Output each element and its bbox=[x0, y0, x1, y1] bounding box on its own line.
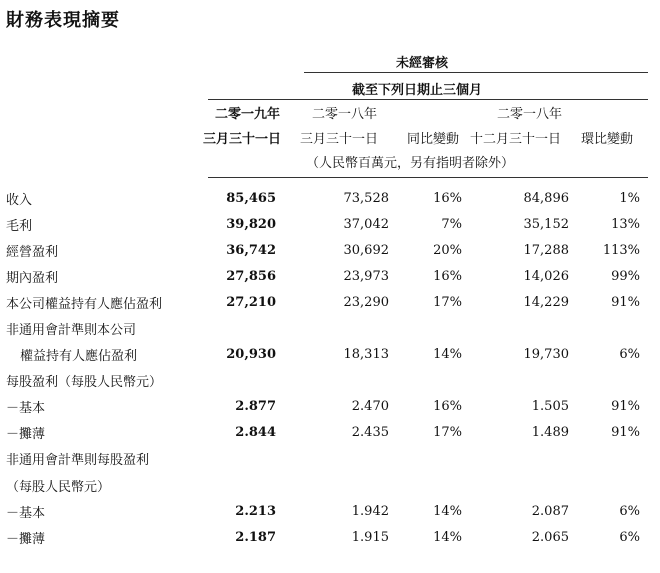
cell-v2018q4: 1.489 bbox=[531, 425, 569, 441]
cell-v2018q4: 2.087 bbox=[531, 503, 569, 519]
cell-v2018q4 bbox=[462, 368, 569, 394]
table-row bbox=[6, 237, 640, 263]
table-row bbox=[6, 498, 640, 524]
cell-qoq: 6% bbox=[619, 347, 640, 363]
cell-v2018q4: 1.505 bbox=[531, 399, 569, 415]
header-rule-bottom bbox=[208, 177, 648, 178]
row-label-cell bbox=[6, 263, 212, 289]
row-label: 每股盈利（每股人民幣元） bbox=[6, 375, 163, 391]
cell-yoy: 16% bbox=[433, 190, 462, 206]
header-unaudited: 未經審核 bbox=[396, 56, 449, 71]
cell-yoy bbox=[389, 368, 462, 394]
cell-v2018q4: 17,288 bbox=[523, 242, 569, 258]
cell-v2018q1 bbox=[276, 446, 389, 472]
header-col5: 環比變動 bbox=[581, 132, 634, 147]
row-label: 期內盈利 bbox=[6, 270, 59, 286]
cell-qoq: 113% bbox=[602, 242, 640, 258]
cell-yoy bbox=[389, 315, 462, 341]
table-row bbox=[6, 185, 640, 211]
table-body bbox=[6, 185, 640, 550]
cell-v2019q1: 85,465 bbox=[226, 190, 276, 206]
cell-yoy: 16% bbox=[433, 399, 462, 415]
cell-v2019q1 bbox=[212, 368, 276, 394]
cell-v2018q1: 37,042 bbox=[343, 216, 389, 232]
cell-v2019q1 bbox=[212, 472, 276, 498]
cell-v2019q1: 2.877 bbox=[235, 399, 276, 415]
table-row bbox=[6, 368, 640, 394]
cell-v2018q1: 23,973 bbox=[343, 268, 389, 284]
row-label-cell bbox=[6, 368, 212, 394]
cell-yoy bbox=[389, 446, 462, 472]
row-label-cell bbox=[6, 524, 212, 550]
cell-v2019q1: 20,930 bbox=[226, 347, 276, 363]
table-row bbox=[6, 420, 640, 446]
cell-qoq: 91% bbox=[611, 294, 640, 310]
cell-v2018q4: 19,730 bbox=[523, 347, 569, 363]
cell-v2018q4: 35,152 bbox=[523, 216, 569, 232]
row-label-cell bbox=[6, 472, 212, 498]
row-label: －基本 bbox=[6, 401, 46, 417]
cell-v2019q1: 39,820 bbox=[226, 216, 276, 232]
cell-v2019q1 bbox=[212, 315, 276, 341]
cell-yoy: 14% bbox=[433, 529, 462, 545]
cell-qoq bbox=[569, 446, 640, 472]
cell-v2019q1: 27,856 bbox=[226, 268, 276, 284]
cell-qoq: 6% bbox=[619, 503, 640, 519]
cell-v2019q1: 2.187 bbox=[235, 529, 276, 545]
row-label-cell bbox=[6, 211, 212, 237]
cell-v2019q1: 2.213 bbox=[235, 503, 276, 519]
cell-v2018q1 bbox=[276, 472, 389, 498]
cell-v2018q4: 2.065 bbox=[531, 529, 569, 545]
cell-v2019q1 bbox=[212, 446, 276, 472]
cell-qoq: 91% bbox=[611, 399, 640, 415]
cell-v2018q1: 2.470 bbox=[351, 399, 389, 415]
header-col2-year: 二零一八年 bbox=[312, 107, 378, 122]
cell-yoy: 7% bbox=[441, 216, 462, 232]
cell-v2018q4 bbox=[462, 472, 569, 498]
row-label: 非通用會計準則本公司 bbox=[6, 323, 137, 339]
cell-v2018q1: 2.435 bbox=[351, 425, 389, 441]
row-label: －基本 bbox=[6, 505, 46, 521]
cell-qoq bbox=[569, 368, 640, 394]
row-label-cell bbox=[6, 289, 212, 315]
row-label: 毛利 bbox=[6, 218, 33, 234]
cell-v2018q1: 1.942 bbox=[351, 503, 389, 519]
header-unit-note: （人民幣百萬元，另有指明者除外） bbox=[306, 156, 515, 171]
cell-v2018q4 bbox=[462, 315, 569, 341]
table-row bbox=[6, 342, 640, 368]
row-label: －攤薄 bbox=[6, 427, 46, 443]
table-row bbox=[6, 446, 640, 472]
cell-qoq: 1% bbox=[619, 190, 640, 206]
table-row bbox=[6, 263, 640, 289]
row-label-cell bbox=[6, 420, 212, 446]
header-col1-date: 三月三十一日 bbox=[203, 132, 282, 147]
cell-v2019q1: 2.844 bbox=[235, 425, 276, 441]
header-col2-date: 三月三十一日 bbox=[300, 132, 379, 147]
cell-yoy: 14% bbox=[433, 347, 462, 363]
cell-v2018q4: 84,896 bbox=[523, 190, 569, 206]
cell-v2018q1 bbox=[276, 315, 389, 341]
row-label: 經營盈利 bbox=[6, 244, 59, 260]
table-row bbox=[6, 524, 640, 550]
header-col4-year: 二零一八年 bbox=[497, 107, 563, 122]
cell-v2018q4: 14,229 bbox=[523, 294, 569, 310]
row-label: 本公司權益持有人應佔盈利 bbox=[6, 296, 163, 312]
row-label-cell bbox=[6, 498, 212, 524]
row-label: －攤薄 bbox=[6, 531, 46, 547]
cell-v2018q1: 23,290 bbox=[343, 294, 389, 310]
row-label: （每股人民幣元） bbox=[6, 479, 111, 495]
cell-qoq: 99% bbox=[611, 268, 640, 284]
header-col1-year: 二零一九年 bbox=[215, 107, 281, 122]
row-label-cell bbox=[6, 342, 212, 368]
row-label-cell bbox=[6, 185, 212, 211]
header-period: 截至下列日期止三個月 bbox=[352, 83, 483, 98]
row-label-cell bbox=[6, 446, 212, 472]
cell-yoy: 20% bbox=[433, 242, 462, 258]
cell-v2018q4 bbox=[462, 446, 569, 472]
cell-qoq bbox=[569, 472, 640, 498]
cell-yoy: 16% bbox=[433, 268, 462, 284]
cell-v2019q1: 27,210 bbox=[226, 294, 276, 310]
cell-v2018q1: 18,313 bbox=[343, 347, 389, 363]
cell-v2018q1: 73,528 bbox=[343, 190, 389, 206]
cell-yoy: 17% bbox=[433, 294, 462, 310]
financial-summary-table bbox=[6, 185, 640, 550]
row-label: 非通用會計準則每股盈利 bbox=[6, 453, 150, 469]
cell-v2018q4: 14,026 bbox=[523, 268, 569, 284]
cell-qoq bbox=[569, 315, 640, 341]
cell-yoy: 14% bbox=[433, 503, 462, 519]
header-rule-top bbox=[304, 72, 648, 73]
cell-qoq: 91% bbox=[611, 425, 640, 441]
cell-v2018q1: 30,692 bbox=[343, 242, 389, 258]
table-row bbox=[6, 472, 640, 498]
table-row bbox=[6, 394, 640, 420]
table-row bbox=[6, 289, 640, 315]
row-label-cell bbox=[6, 394, 212, 420]
row-label-cell bbox=[6, 237, 212, 263]
row-label: 收入 bbox=[6, 192, 33, 208]
cell-yoy: 17% bbox=[433, 425, 462, 441]
header-col3: 同比變動 bbox=[407, 132, 460, 147]
row-label: 權益持有人應佔盈利 bbox=[20, 349, 138, 365]
section-title: 財務表現摘要 bbox=[6, 10, 120, 31]
header-rule-period bbox=[208, 99, 648, 100]
table-row bbox=[6, 315, 640, 341]
cell-qoq: 13% bbox=[611, 216, 640, 232]
row-label-cell bbox=[6, 315, 212, 341]
cell-yoy bbox=[389, 472, 462, 498]
table-row bbox=[6, 211, 640, 237]
cell-qoq: 6% bbox=[619, 529, 640, 545]
cell-v2018q1: 1.915 bbox=[351, 529, 389, 545]
cell-v2018q1 bbox=[276, 368, 389, 394]
cell-v2019q1: 36,742 bbox=[226, 242, 276, 258]
header-col4-date: 十二月三十一日 bbox=[470, 132, 562, 147]
